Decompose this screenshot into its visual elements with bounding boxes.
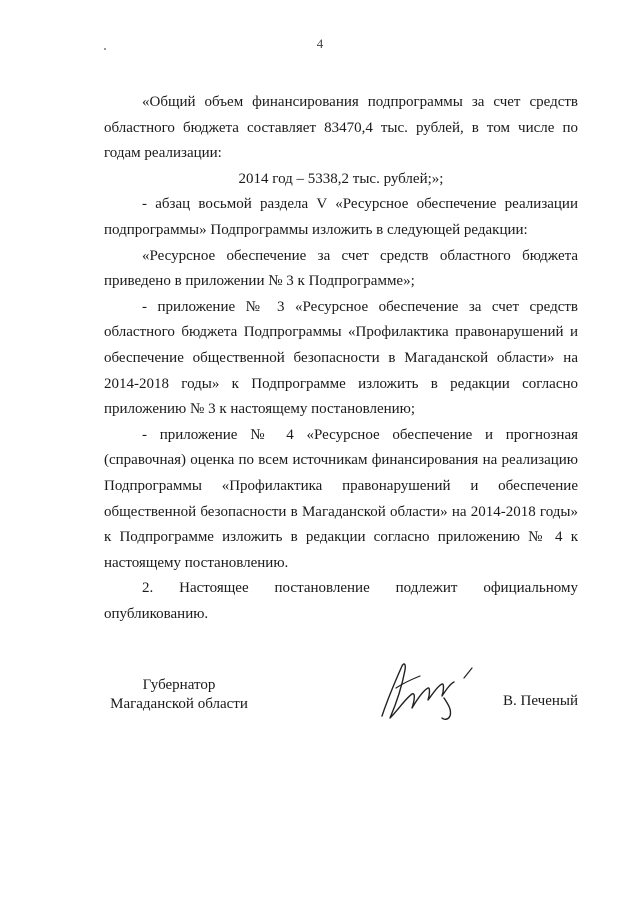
document-body — [104, 90, 578, 627]
signatory-title-line1: Губернатор — [142, 677, 216, 693]
paragraph-funding-2014: 2014 год – 5338,2 тыс. рублей;»; — [238, 170, 444, 187]
paragraph-appendix-3: - приложение № 3 «Ресурсное обеспечение за счет средств областного бюджета Подпрограммы «Профилактика правонарушений и обеспечение общественной безопасности в Магаданской области» на 2014-2018 годы» к Подпрограмме изложить в редакции согласно приложению № 3 к настоящему постановлению; — [104, 298, 578, 418]
paragraph-resource-quote: «Ресурсное обеспечение за счет средств областного бюджета приведено в приложении № 3 к Подпрограмме»; — [104, 247, 578, 290]
handwritten-signature — [372, 654, 482, 726]
paragraph-appendix-4: - приложение № 4 «Ресурсное обеспечение и прогнозная (справочная) оценка по всем источникам финансирования на реализацию Подпрограммы «Профилактика правонарушений и обеспечение общественной безопасности в Магаданской области» на 2014-2018 годы» к Подпрограмме изложить в редакции согласно приложению № 4 к настоящему постановлению. — [104, 426, 578, 571]
paragraph-publication: 2. Настоящее постановление подлежит официальному опубликованию. — [104, 580, 578, 622]
signatory-position — [104, 676, 254, 714]
page-number: 4 — [316, 36, 324, 51]
paragraph-section-v-amendment: - абзац восьмой раздела V «Ресурсное обеспечение реализации подпрограммы» Подпрограммы изложить в следующей редакции: — [104, 196, 578, 238]
paragraph-funding-total: «Общий объем финансирования подпрограммы за счет средств областного бюджета составляет 83470,4 тыс. рублей, в том числе по годам реализации: — [104, 94, 578, 162]
signatory-name: В. Печеный — [503, 693, 578, 709]
signatory-title-line2: Магаданской области — [110, 696, 248, 712]
